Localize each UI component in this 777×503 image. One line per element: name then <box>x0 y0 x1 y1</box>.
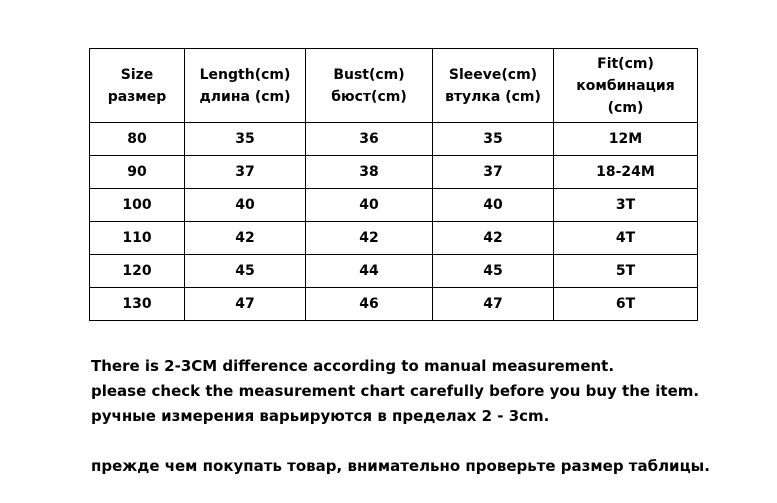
header-bust <box>306 49 433 123</box>
cell-fit: 6T <box>554 288 698 321</box>
cell-bust: 40 <box>306 189 433 222</box>
note-line-ru-check: прежде чем покупать товар, внимательно проверьте размер таблицы. <box>91 457 710 475</box>
cell-fit: 18-24M <box>554 156 698 189</box>
cell-bust: 46 <box>306 288 433 321</box>
cell-size: 80 <box>90 123 185 156</box>
header-size <box>90 49 185 123</box>
header-fit <box>554 49 698 123</box>
cell-sleeve: 40 <box>433 189 554 222</box>
cell-fit: 5T <box>554 255 698 288</box>
header-length <box>185 49 306 123</box>
cell-length: 35 <box>185 123 306 156</box>
table-row <box>90 222 698 255</box>
table-row <box>90 123 698 156</box>
header-fit-unit: (cm) <box>607 99 644 116</box>
cell-sleeve: 45 <box>433 255 554 288</box>
header-length-ru: длина (cm) <box>199 88 291 105</box>
cell-bust: 42 <box>306 222 433 255</box>
cell-fit: 4T <box>554 222 698 255</box>
header-bust-ru: бюст(cm) <box>331 88 407 105</box>
header-fit-en: Fit(cm) <box>597 55 654 72</box>
note-line-ru-measurement: ручные измерения варьируются в пределах 2 - 3cm. <box>91 407 550 425</box>
cell-sleeve: 42 <box>433 222 554 255</box>
cell-sleeve: 37 <box>433 156 554 189</box>
measurement-notes <box>91 354 710 479</box>
cell-size: 90 <box>90 156 185 189</box>
table-row <box>90 255 698 288</box>
cell-fit: 3T <box>554 189 698 222</box>
cell-bust: 44 <box>306 255 433 288</box>
cell-bust: 38 <box>306 156 433 189</box>
size-chart-table <box>89 48 698 321</box>
cell-size: 110 <box>90 222 185 255</box>
cell-length: 47 <box>185 288 306 321</box>
note-line-difference: There is 2-3CM difference according to manual measurement. <box>91 357 615 375</box>
cell-sleeve: 35 <box>433 123 554 156</box>
cell-length: 45 <box>185 255 306 288</box>
header-size-ru: размер <box>107 88 167 105</box>
cell-length: 37 <box>185 156 306 189</box>
table-row <box>90 156 698 189</box>
table-header-row <box>90 49 698 123</box>
header-bust-en: Bust(cm) <box>333 66 405 83</box>
cell-fit: 12M <box>554 123 698 156</box>
cell-size: 130 <box>90 288 185 321</box>
header-sleeve <box>433 49 554 123</box>
table-row <box>90 288 698 321</box>
note-spacer <box>91 429 710 454</box>
table-row <box>90 189 698 222</box>
header-length-en: Length(cm) <box>199 66 291 83</box>
header-fit-ru: комбинация <box>576 77 675 94</box>
header-sleeve-ru: втулка (cm) <box>445 88 541 105</box>
header-size-en: Size <box>120 66 154 83</box>
note-line-check-chart: please check the measurement chart carefully before you buy the item. <box>91 382 700 400</box>
cell-length: 42 <box>185 222 306 255</box>
cell-sleeve: 47 <box>433 288 554 321</box>
cell-size: 120 <box>90 255 185 288</box>
cell-bust: 36 <box>306 123 433 156</box>
header-sleeve-en: Sleeve(cm) <box>448 66 538 83</box>
cell-length: 40 <box>185 189 306 222</box>
cell-size: 100 <box>90 189 185 222</box>
